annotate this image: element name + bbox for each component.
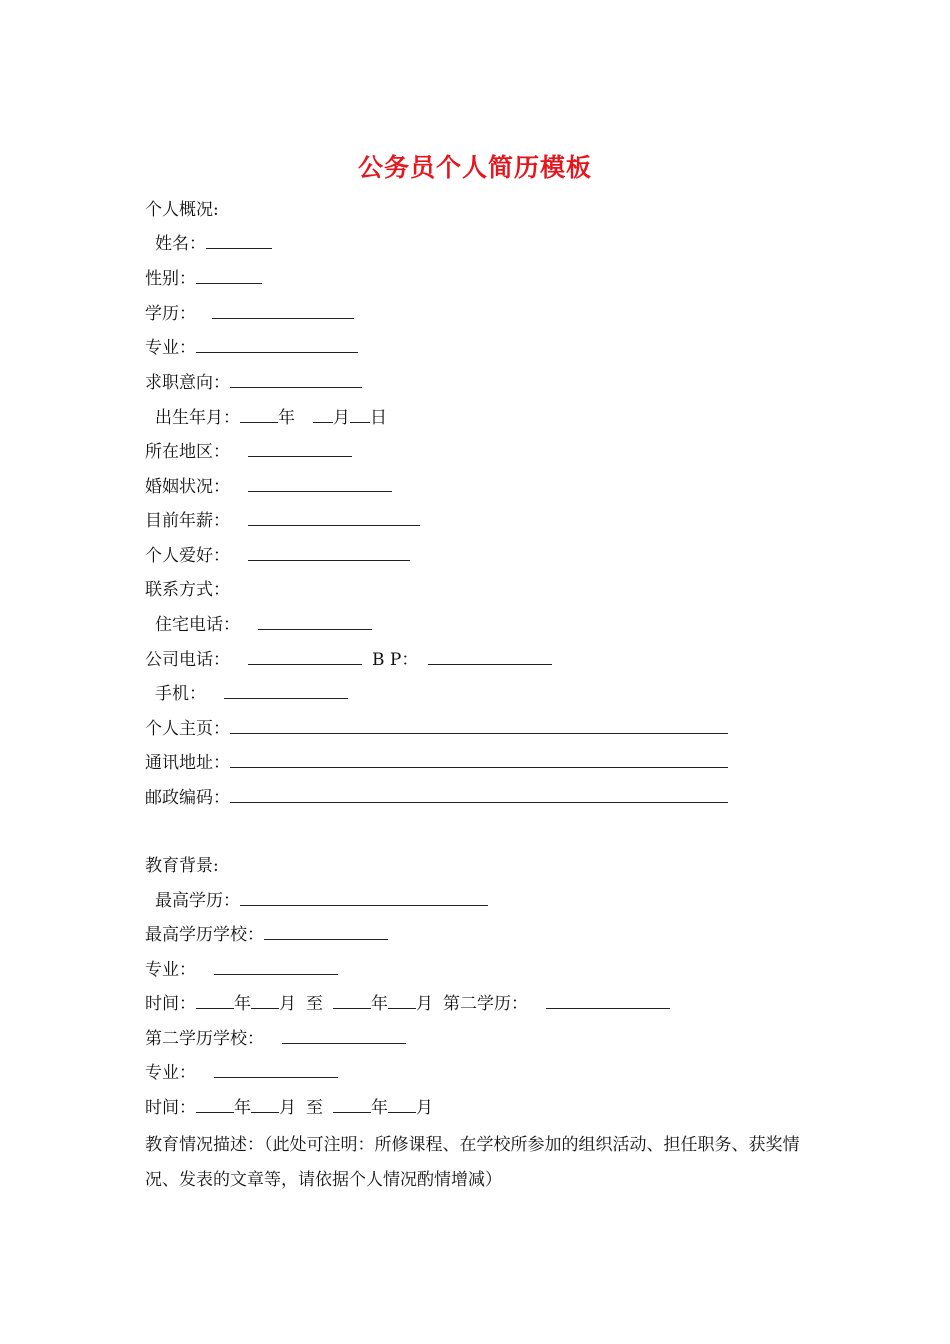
mobile-label: 手机： [155,684,206,704]
mobile-row [155,682,348,706]
edu-time2-label: 时间： [145,1098,196,1118]
education-heading: 教育背景: [145,856,219,876]
birth-day-unit: 日 [370,408,387,428]
birth-month-unit: 月 [333,408,350,428]
edu-major2-row [145,1061,338,1085]
edu-time2-start-year-blank[interactable] [196,1096,234,1113]
home-phone-row [155,613,372,637]
address-label: 通讯地址： [145,753,230,773]
address-row [145,751,728,775]
edu-time2-end-year-blank[interactable] [333,1096,371,1113]
edu-time-end-month-blank[interactable] [388,992,416,1009]
mobile-blank[interactable] [224,682,348,699]
edu-time2-end-month-unit: 月 [416,1098,433,1118]
hobby-row [145,544,410,568]
homepage-row [145,717,728,741]
major-label: 专业： [145,338,196,358]
edu-time-start-year-unit: 年 [234,994,251,1014]
education-row [145,302,354,326]
gender-row [145,267,262,291]
highest-degree-row [155,889,488,913]
name-blank[interactable] [206,232,272,249]
postcode-row [145,786,728,810]
region-blank[interactable] [248,440,352,457]
edu-time-end-month-unit: 月 [416,994,433,1014]
edu-time-row [145,992,670,1016]
home-phone-label: 住宅电话： [155,615,240,635]
birth-year-blank[interactable] [240,406,278,423]
address-blank[interactable] [230,751,728,768]
birth-row [155,406,387,430]
birth-label: 出生年月： [155,408,240,428]
edu-time2-start-month-blank[interactable] [251,1096,279,1113]
major-blank[interactable] [196,336,358,353]
bp-label: B P： [372,650,419,670]
highest-school-label: 最高学历学校： [145,925,264,945]
second-degree-blank[interactable] [546,992,670,1009]
birth-year-unit: 年 [278,408,295,428]
salary-row [145,509,420,533]
office-phone-blank[interactable] [248,648,362,665]
edu-time2-start-year-unit: 年 [234,1098,251,1118]
name-label: 姓名： [155,234,206,254]
birth-day-blank[interactable] [350,406,370,423]
edu-time-label: 时间： [145,994,196,1014]
edu-time-end-year-unit: 年 [371,994,388,1014]
office-phone-label: 公司电话： [145,650,230,670]
homepage-blank[interactable] [230,717,728,734]
edu-time2-end-year-unit: 年 [371,1098,388,1118]
hobby-blank[interactable] [248,544,410,561]
office-phone-row [145,648,552,672]
second-school-blank[interactable] [282,1027,406,1044]
salary-label: 目前年薪： [145,511,230,531]
job-intent-row [145,371,362,395]
edu-time2-start-month-unit: 月 [279,1098,296,1118]
education-label: 学历： [145,304,196,324]
postcode-blank[interactable] [230,786,728,803]
edu-major2-blank[interactable] [214,1061,338,1078]
home-phone-blank[interactable] [258,613,372,630]
highest-degree-blank[interactable] [240,889,488,906]
second-school-label: 第二学历学校： [145,1029,264,1049]
edu-major2-label: 专业： [145,1063,196,1083]
job-intent-label: 求职意向： [145,373,230,393]
name-row [155,232,272,256]
second-degree-label: 第二学历： [443,994,528,1014]
marital-row [145,475,392,499]
edu-major-label: 专业： [145,960,196,980]
major-row [145,336,358,360]
edu-time-start-month-blank[interactable] [251,992,279,1009]
edu-time2-end-month-blank[interactable] [388,1096,416,1113]
marital-label: 婚姻状况： [145,477,230,497]
edu-major-row [145,958,338,982]
edu-time-to: 至 [306,994,323,1014]
personal-heading: 个人概况: [145,200,219,220]
education-description: 教育情况描述：（此处可注明：所修课程、在学校所参加的组织活动、担任职务、获奖情况、发表的文章等，请依据个人情况酌情增减） [145,1135,800,1190]
edu-time2-to: 至 [306,1098,323,1118]
highest-school-row [145,923,388,947]
edu-time-start-year-blank[interactable] [196,992,234,1009]
education-blank[interactable] [212,302,354,319]
highest-school-blank[interactable] [264,923,388,940]
edu-time2-row [145,1096,433,1120]
bp-blank[interactable] [428,648,552,665]
gender-label: 性别： [145,269,196,289]
salary-blank[interactable] [248,509,420,526]
second-school-row [145,1027,406,1051]
edu-time-end-year-blank[interactable] [333,992,371,1009]
region-row [145,440,352,464]
edu-major-blank[interactable] [214,958,338,975]
gender-blank[interactable] [196,267,262,284]
highest-degree-label: 最高学历： [155,891,240,911]
job-intent-blank[interactable] [230,371,362,388]
hobby-label: 个人爱好： [145,546,230,566]
contact-heading: 联系方式： [145,580,230,600]
document-title: 公务员个人简历模板 [357,153,592,182]
edu-time-start-month-unit: 月 [279,994,296,1014]
homepage-label: 个人主页： [145,719,230,739]
birth-month-blank[interactable] [313,406,333,423]
region-label: 所在地区： [145,442,230,462]
postcode-label: 邮政编码： [145,788,230,808]
marital-blank[interactable] [248,475,392,492]
